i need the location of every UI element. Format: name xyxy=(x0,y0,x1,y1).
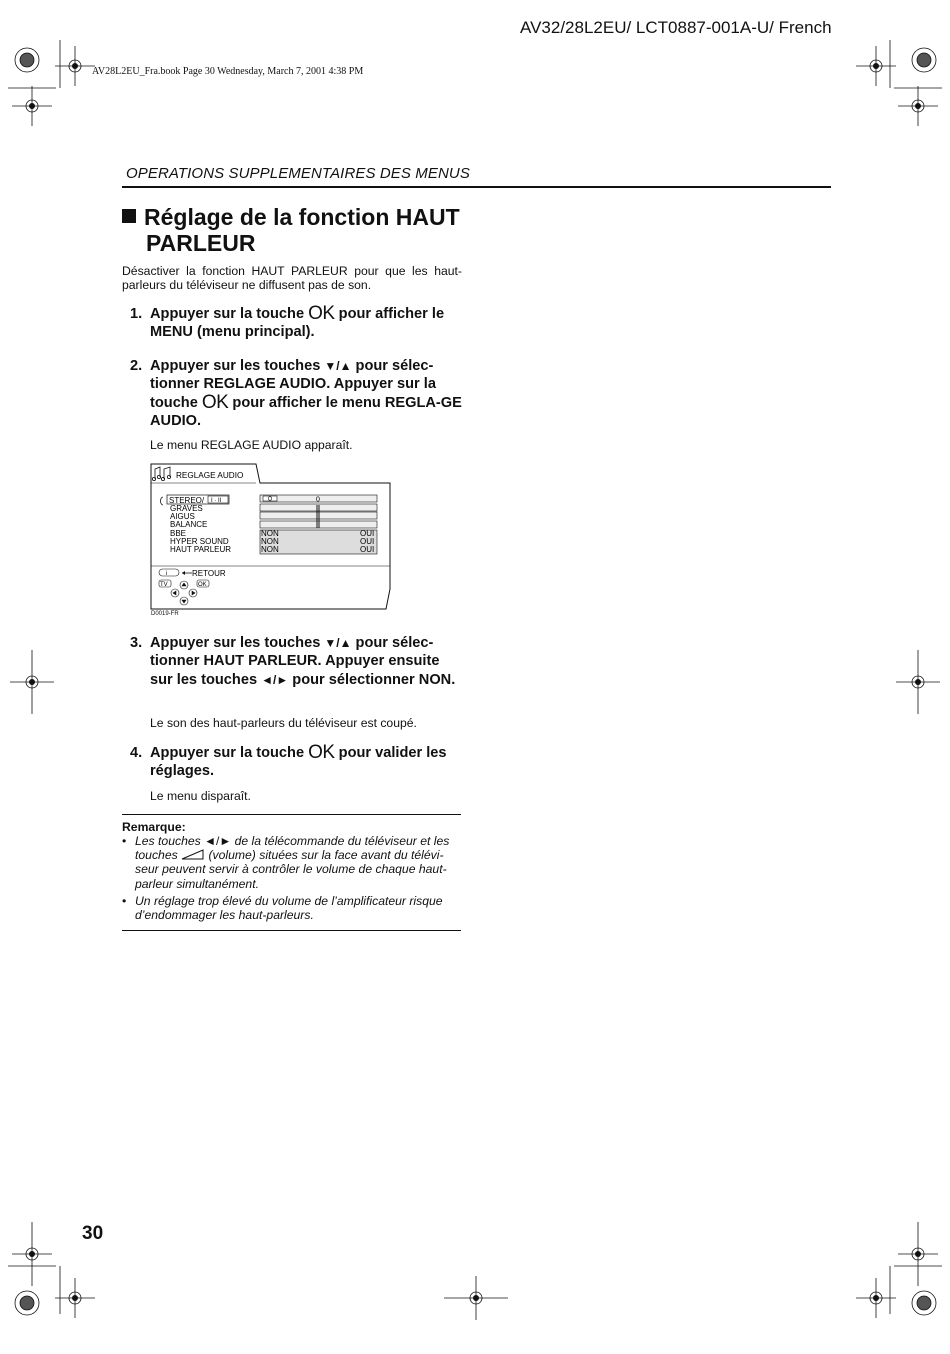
remark-item-2 xyxy=(122,894,460,922)
volume-icon xyxy=(181,849,205,860)
remark-text: Les touches xyxy=(135,834,205,848)
step-number: 3. xyxy=(130,635,143,651)
left-right-arrow-icon: ◄/► xyxy=(261,672,289,687)
remark-text: de la télécommande du téléviseur et les touches xyxy=(135,834,450,863)
hyper-oui: OUI xyxy=(360,537,375,546)
remark-item-1 xyxy=(122,834,460,891)
intro-paragraph: Désactiver la fonction HAUT PARLEUR pour que les haut-parleurs du téléviseur ne diffusent pas de son. xyxy=(122,264,462,292)
hyper-non: NON xyxy=(261,537,279,546)
step-text: Appuyer sur les touches xyxy=(150,358,325,374)
stereo-mode: I · II xyxy=(211,498,222,504)
page-title-line1: Réglage de la fonction HAUT xyxy=(144,204,460,230)
step-4 xyxy=(130,744,464,781)
center-value: 0 xyxy=(316,496,320,504)
bbe-non: NON xyxy=(261,529,279,538)
step-text: Appuyer sur la touche xyxy=(150,745,309,761)
step-2 xyxy=(130,357,464,430)
step-3-note: Le son des haut-parleurs du téléviseur est coupé. xyxy=(150,716,417,730)
step-text: pour afficher le MENU (menu principal). xyxy=(150,306,445,341)
remark-bottom-divider xyxy=(122,930,461,931)
menu-item-balance: BALANCE xyxy=(170,520,208,529)
step-text: Appuyer sur les touches xyxy=(150,635,325,651)
step-number: 1. xyxy=(130,306,143,322)
haut-parleur-non: NON xyxy=(261,545,279,554)
illustration-code: D0019-FR xyxy=(151,611,179,617)
step-1 xyxy=(130,305,464,342)
section-divider xyxy=(122,186,831,188)
ok-key-icon: OK xyxy=(201,391,229,413)
step-text: pour sélec-tionner HAUT PARLEUR. Appuyer ensuite sur les touches xyxy=(150,635,440,688)
step-3 xyxy=(130,634,464,689)
square-bullet-icon xyxy=(122,209,136,223)
step-4-note: Le menu disparaît. xyxy=(150,789,251,803)
document-id: AV32/28L2EU/ LCT0887-001A-U/ French xyxy=(520,18,832,37)
retour-label: RETOUR xyxy=(192,569,226,578)
section-title: OPERATIONS SUPPLEMENTAIRES DES MENUS xyxy=(126,165,470,182)
page-number: 30 xyxy=(82,1223,104,1244)
menu-item-bbe: BBE xyxy=(170,529,187,538)
bullet-icon: • xyxy=(122,834,127,848)
menu-item-aigus: AIGUS xyxy=(170,512,195,521)
tv-key-label: TV xyxy=(160,582,168,588)
menu-item-stereo: STEREO/ xyxy=(169,496,205,505)
bullet-icon: • xyxy=(122,894,127,908)
left-right-arrow-icon: ◄/► xyxy=(204,834,232,848)
svg-text:i: i xyxy=(166,571,168,577)
remark-title: Remarque: xyxy=(122,820,186,834)
step-text: pour sélectionner NON. xyxy=(288,671,456,688)
step-text: pour afficher le menu REGLA-GE AUDIO. xyxy=(150,394,462,429)
remark-top-divider xyxy=(122,814,461,815)
step-number: 2. xyxy=(130,358,143,374)
menu-tab-label: REGLAGE AUDIO xyxy=(176,471,244,480)
ok-key-icon: OK xyxy=(308,303,335,324)
audio-menu-illustration xyxy=(150,463,392,610)
down-up-arrow-icon: ▼/▲ xyxy=(324,636,352,650)
page-title xyxy=(122,204,482,256)
ok-key-label: OK xyxy=(198,582,207,588)
step-number: 4. xyxy=(130,745,143,761)
step-text: Appuyer sur la touche xyxy=(150,306,309,322)
file-info-line: AV28L2EU_Fra.book Page 30 Wednesday, March 7, 2001 4:38 PM xyxy=(92,66,364,77)
haut-parleur-oui: OUI xyxy=(360,545,375,554)
step-text: pour valider les réglages. xyxy=(150,745,447,780)
menu-item-haut-parleur: HAUT PARLEUR xyxy=(170,545,232,554)
step-text: pour sélec-tionner REGLAGE AUDIO. Appuyer sur la touche xyxy=(150,358,436,411)
remark-text: Un réglage trop élevé du volume de l’amplificateur risque d’endommager les haut-parleurs. xyxy=(135,894,443,923)
menu-item-hyper-sound: HYPER SOUND xyxy=(170,537,229,546)
remark-text: (volume) situées sur la face avant du télévi-seur peuvent servir à contrôler le volume de chaque haut-parleur simultanément. xyxy=(135,848,447,891)
step-2-note: Le menu REGLAGE AUDIO apparaît. xyxy=(150,438,353,452)
down-up-arrow-icon: ▼/▲ xyxy=(324,359,352,373)
menu-item-graves: GRAVES xyxy=(170,504,203,513)
bbe-oui: OUI xyxy=(360,529,375,538)
ok-key-icon: OK xyxy=(308,742,335,763)
page-title-line2: PARLEUR xyxy=(146,230,256,256)
